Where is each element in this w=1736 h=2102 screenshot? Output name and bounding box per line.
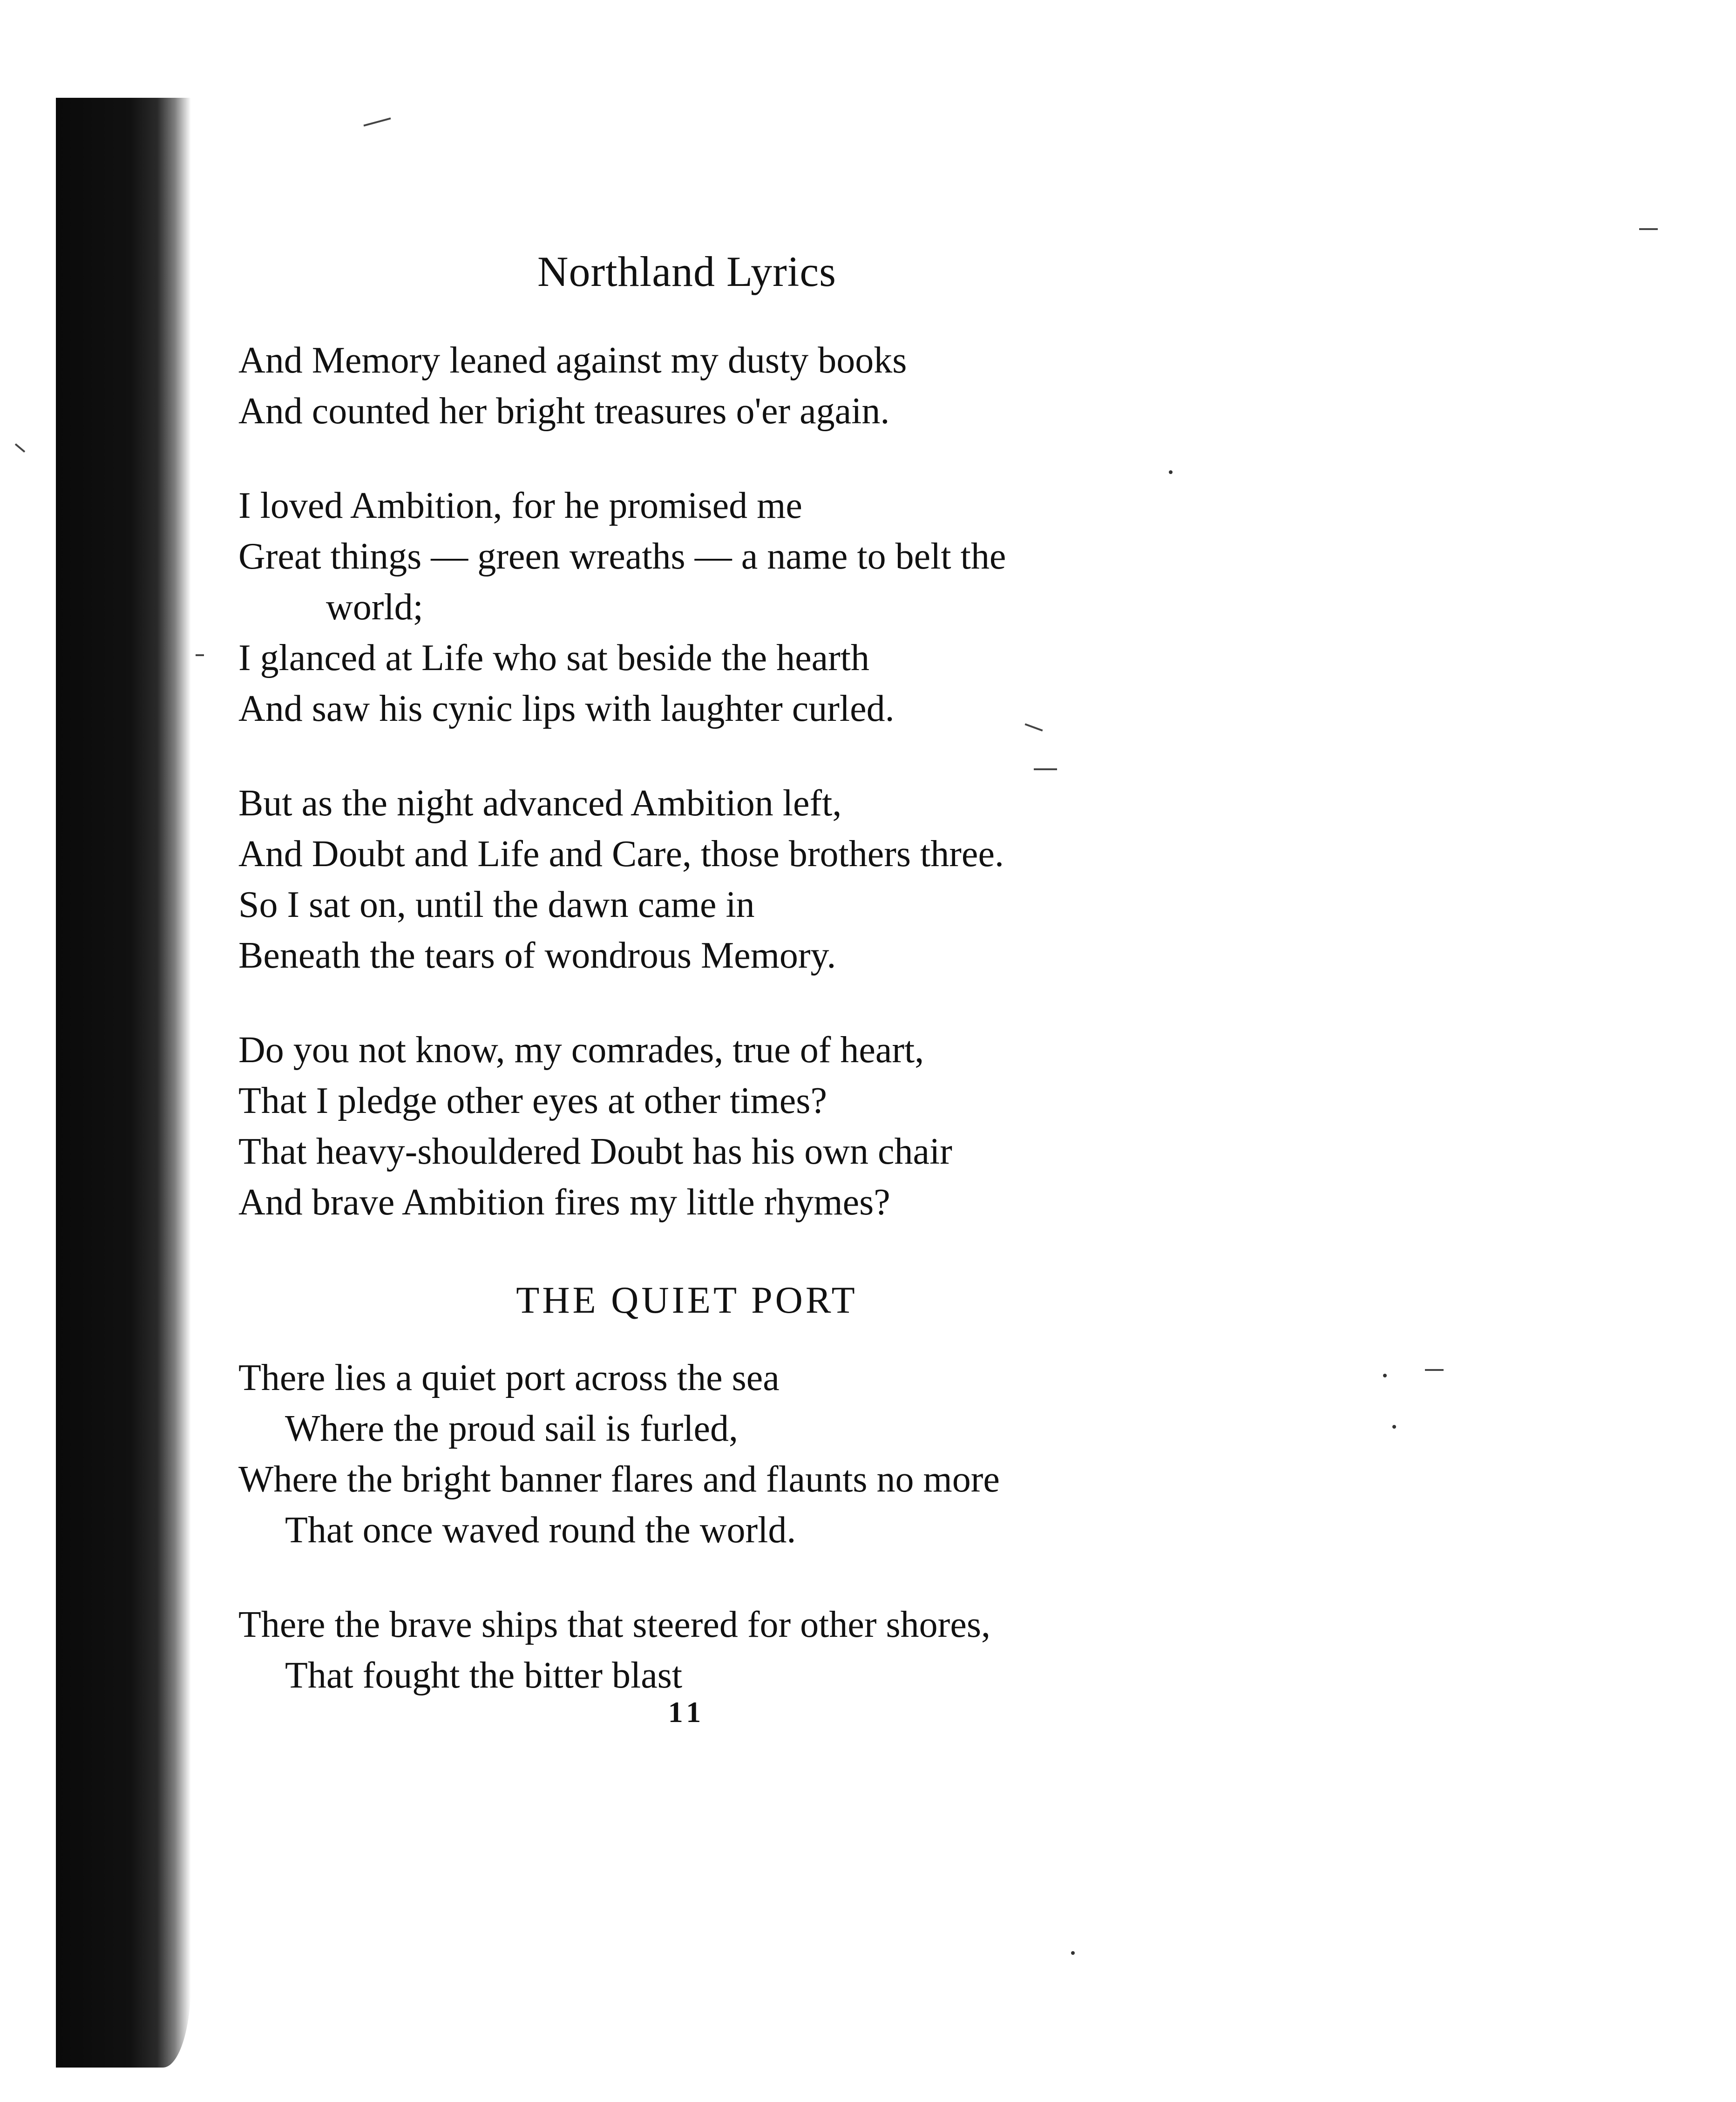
verse-line: There the brave ships that steered for other shores, — [238, 1604, 990, 1645]
scan-speck — [196, 654, 204, 656]
verse-line: And counted her bright treasures o'er again. — [238, 391, 890, 432]
verse-line: That heavy-shouldered Doubt has his own chair — [238, 1131, 952, 1172]
scan-speck — [15, 443, 25, 453]
verse-line: I loved Ambition, for he promised me — [238, 485, 802, 526]
verse-line: And Memory leaned against my dusty books — [238, 340, 907, 381]
running-head: Northland Lyrics — [537, 248, 836, 295]
verse-line: Where the bright banner flares and flaunts no more — [238, 1459, 1000, 1500]
verse-line: And brave Ambition fires my little rhymes? — [238, 1182, 890, 1223]
verse-line: But as the night advanced Ambition left, — [238, 783, 842, 824]
stanza — [238, 1025, 1403, 1228]
verse-line: I glanced at Life who sat beside the hearth — [238, 637, 869, 678]
page-number: 11 — [668, 1695, 706, 1729]
stanza — [238, 778, 1403, 981]
verse-line-indented: That fought the bitter blast — [285, 1655, 683, 1696]
poem-the-quiet-port — [238, 1353, 1403, 1701]
verse-line: Beneath the tears of wondrous Memory. — [238, 935, 836, 976]
verse-line: And Doubt and Life and Care, those brothers three. — [238, 834, 1004, 875]
verse-line: Great things — green wreaths — a name to belt the — [238, 536, 1006, 577]
poem-title: THE QUIET PORT — [516, 1279, 858, 1321]
verse-line: There lies a quiet port across the sea — [238, 1357, 780, 1398]
scan-speck — [1425, 1369, 1444, 1371]
verse-line: Do you not know, my comrades, true of heart, — [238, 1030, 924, 1071]
verse-line-indented: That once waved round the world. — [285, 1510, 796, 1551]
verse-line-indented: Where the proud sail is furled, — [285, 1408, 739, 1449]
verse-line-runover: world; — [326, 587, 423, 628]
stanza — [238, 1600, 1403, 1701]
stanza — [238, 335, 1403, 437]
verse-line: That I pledge other eyes at other times? — [238, 1080, 827, 1121]
stanza — [238, 1353, 1403, 1556]
verse-line: And saw his cynic lips with laughter curled. — [238, 688, 895, 729]
binding-edge — [56, 98, 191, 2068]
stanza — [238, 481, 1403, 734]
poem-continued — [238, 335, 1403, 1228]
scan-speck — [1639, 228, 1658, 230]
verse-line: So I sat on, until the dawn came in — [238, 884, 755, 925]
scan-speck — [364, 117, 391, 126]
scan-speck — [1071, 1951, 1075, 1955]
